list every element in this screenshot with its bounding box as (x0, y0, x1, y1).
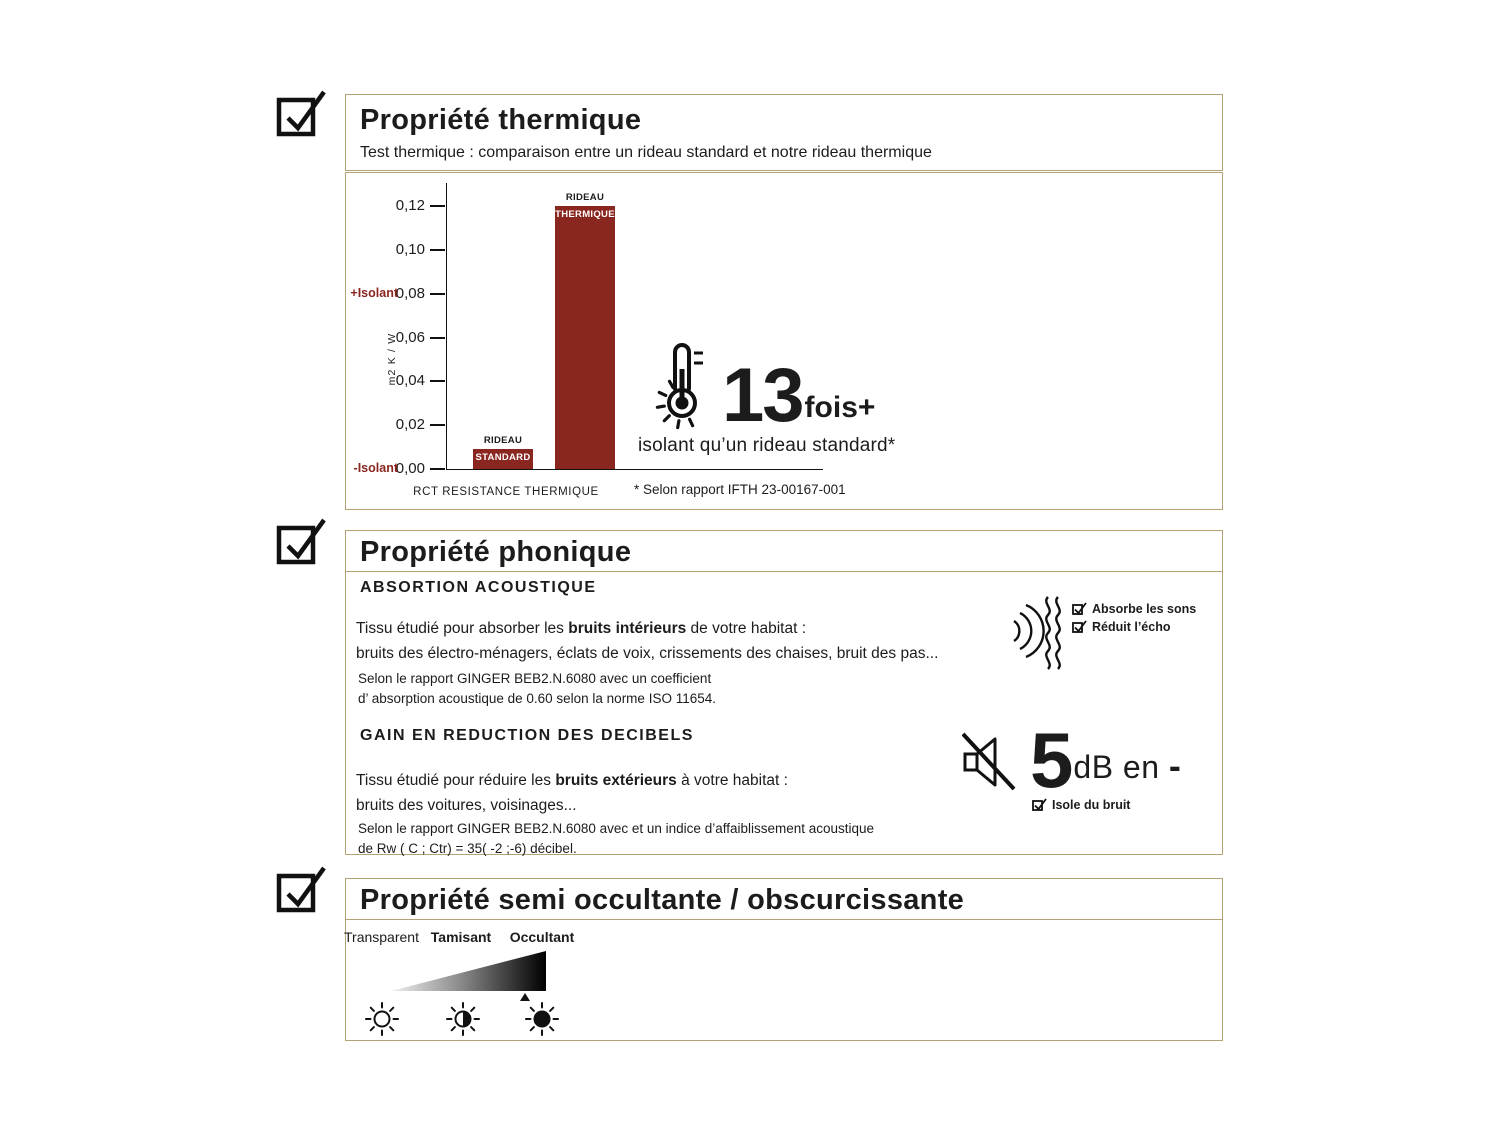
sun-half-icon (445, 1001, 481, 1037)
x-axis-label: RCT RESISTANCE THERMIQUE (413, 486, 599, 498)
chart-bar-rideau-thermique (555, 206, 615, 469)
section-check-icon (274, 512, 330, 568)
sun-outline-icon (364, 1001, 400, 1037)
y-tick-mark (430, 424, 445, 426)
reduction-note (358, 819, 874, 860)
reduction-heading: GAIN EN REDUCTION DES DECIBELS (360, 727, 694, 744)
opacity-box (345, 878, 1223, 1041)
y-tick-label-5: 0,02 (395, 416, 425, 434)
bar-label-badge: THERMIQUE (555, 209, 615, 220)
badge-label: Réduit l’écho (1092, 619, 1171, 634)
chart-bar-rideau-standard (473, 449, 533, 469)
small-check-icon (1032, 797, 1047, 812)
separator (346, 919, 1222, 920)
up-arrow-icon (520, 993, 530, 1001)
acoustic-section-title: Propriété phonique (360, 536, 632, 568)
badge-label: Isole du bruit (1052, 797, 1131, 812)
callout-suffix: fois+ (804, 391, 876, 424)
opacity-gradient-triangle (391, 951, 546, 991)
badge-row (1032, 797, 1181, 812)
y-tick-mark (430, 249, 445, 251)
section-check-icon (274, 860, 330, 916)
y-tick-mark (430, 337, 445, 339)
thermal-callout-row (626, 341, 1006, 439)
absorption-badges (1072, 601, 1196, 637)
chart-footnote: * Selon rapport IFTH 23-00167-001 (634, 482, 846, 497)
scale-label-transparent: Transparent (344, 929, 419, 945)
absorption-heading: ABSORTION ACOUSTIQUE (360, 579, 597, 596)
scale-label-tamisant: Tamisant (430, 929, 492, 945)
decibel-number: 5 (1030, 716, 1072, 804)
y-tick-label-1: 0,10 (395, 240, 425, 258)
decibel-minus: - (1168, 745, 1182, 787)
absorption-paragraph (356, 617, 938, 667)
small-check-icon (1072, 619, 1087, 634)
badge-label: Absorbe les sons (1092, 601, 1197, 616)
section-check-icon (274, 84, 330, 140)
axis-annotation: -Isolant (353, 461, 398, 475)
paragraph-text: à votre habitat : (676, 772, 788, 789)
y-tick-mark (430, 468, 445, 470)
paragraph-text: de votre habitat : (686, 620, 807, 637)
paragraph-bold: bruits extérieurs (555, 772, 677, 789)
opacity-section-title: Propriété semi occultante / obscurcissante (360, 884, 965, 916)
paragraph-text: Tissu étudié pour réduire les (356, 772, 556, 789)
small-check-icon (1072, 601, 1087, 616)
paragraph-bold: bruits intérieurs (568, 620, 687, 637)
reduction-paragraph (356, 769, 788, 819)
note-text: d’ absorption acoustique de 0.60 selon la norme ISO 11654. (358, 691, 716, 707)
y-tick-label-4: 0,04 (395, 372, 425, 390)
sun-filled-icon (524, 1001, 560, 1037)
decibel-callout (962, 716, 1182, 812)
paragraph-text: Tissu étudié pour absorber les (356, 620, 569, 637)
bar-label-badge: STANDARD (475, 452, 531, 464)
thermal-chart-box (345, 172, 1223, 510)
badge-row (1072, 619, 1196, 634)
separator (346, 571, 1222, 572)
acoustic-box (345, 530, 1223, 855)
y-tick-label-2: 0,08 (395, 284, 425, 302)
thermometer-sun-icon (626, 341, 714, 433)
axis-annotation: +Isolant (350, 285, 398, 300)
y-tick-label-3: 0,06 (395, 328, 425, 346)
note-text: de Rw ( C ; Ctr) = 35( -2 ;-6) décibel. (358, 841, 577, 857)
paragraph-text: bruits des électro-ménagers, éclats de voix, crissements des chaises, bruit des pas... (356, 644, 939, 662)
badge-row (1072, 601, 1196, 616)
y-axis-title: m2 K / W (386, 332, 398, 386)
thermal-title-box (345, 94, 1223, 171)
y-tick-mark (430, 293, 445, 295)
note-text: Selon le rapport GINGER BEB2.N.6080 avec un coefficient (358, 671, 712, 686)
callout-number: 13 (722, 353, 803, 439)
y-tick-label-0: 0,12 (395, 197, 425, 214)
y-tick-mark (430, 205, 445, 207)
decibel-unit: dB en (1073, 749, 1160, 786)
paragraph-text: bruits des voitures, voisinages... (356, 796, 577, 814)
decibel-row (962, 716, 1182, 804)
callout-caption: isolant qu’un rideau standard* (638, 435, 896, 456)
y-tick-mark (430, 380, 445, 382)
scale-label-occultant: Occultant (509, 929, 575, 945)
thermal-section-title: Propriété thermique (360, 104, 642, 136)
note-text: Selon le rapport GINGER BEB2.N.6080 avec et un indice d’affaiblissement acoustique (358, 821, 875, 836)
y-tick-label-6: 0,00 (395, 460, 425, 477)
bar-label-top: RIDEAU (565, 192, 605, 203)
bar-label-top: RIDEAU (483, 435, 523, 447)
thermal-callout (626, 341, 1006, 457)
absorption-note (358, 669, 716, 710)
speaker-muted-icon (962, 729, 1026, 793)
sound-waves-fabric-icon (1002, 595, 1068, 671)
decibel-suffix (1073, 745, 1181, 787)
thermal-section-subtitle: Test thermique : comparaison entre un rideau standard et notre rideau thermique (360, 144, 932, 161)
